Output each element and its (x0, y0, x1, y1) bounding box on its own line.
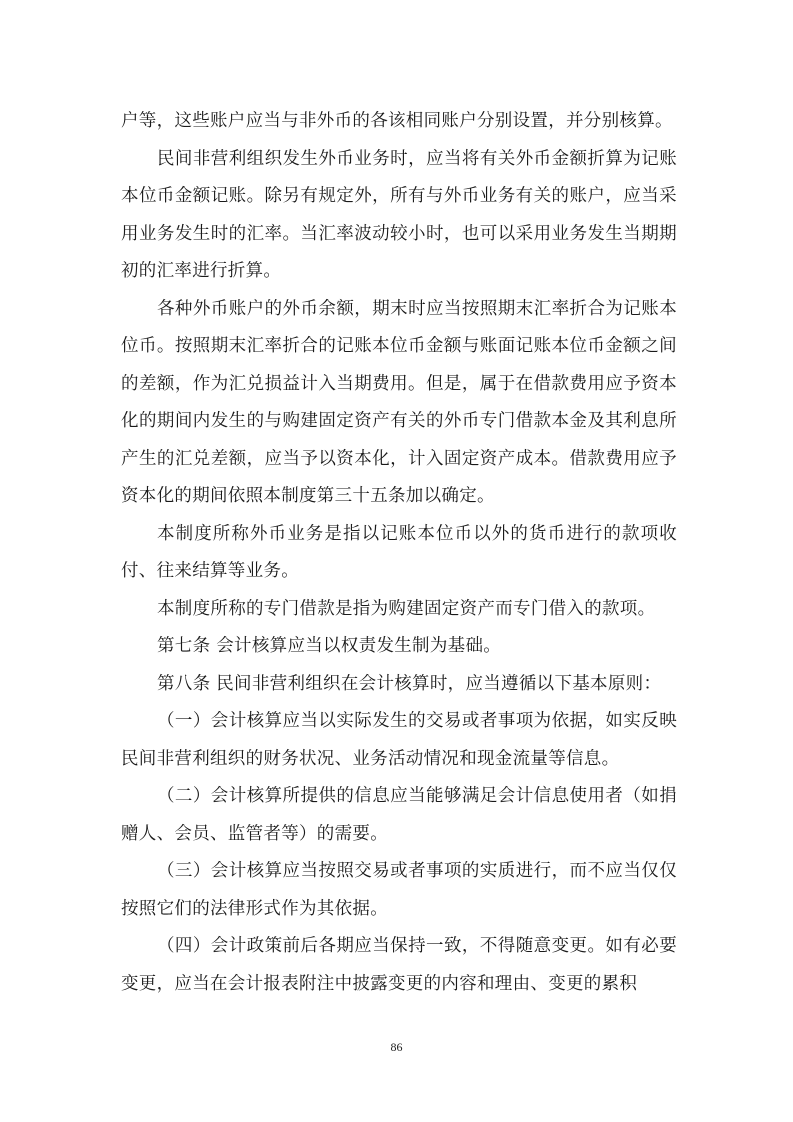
principle-3: （三）会计核算应当按照交易或者事项的实质进行，而不应当仅仅按照它们的法律形式作为其依据。 (121, 861, 677, 919)
paragraph-continuation: 户等，这些账户应当与非外币的各该相同账户分别设置，并分别核算。 (121, 111, 673, 131)
page-number: 86 (390, 1040, 403, 1054)
principle-2: （二）会计核算所提供的信息应当能够满足会计信息使用者（如捐赠人、会员、监管者等）的需要。 (121, 786, 677, 844)
paragraph-foreign-business-definition: 本制度所称外币业务是指以记账本位币以外的货币进行的款项收付、往来结算等业务。 (121, 523, 677, 581)
paragraph-special-loan-definition: 本制度所称的专门借款是指为购建固定资产而专门借入的款项。 (157, 598, 656, 619)
body-text (121, 103, 677, 1003)
article-8: 第八条 民间非营利组织在会计核算时，应当遵循以下基本原则： (157, 673, 662, 694)
article-7: 第七条 会计核算应当以权责发生制为基础。 (157, 636, 502, 656)
paragraph-period-end-balance: 各种外币账户的外币余额，期末时应当按照期末汇率折合为记账本位币。按照期末汇率折合的记账本位币金额与账面记账本位币金额之间的差额，作为汇兑损益计入当期费用。但是，属于在借款费用应予资本化的期间内发生的与购建固定资产有关的外币专门借款本金及其利息所产生的汇兑差额，应当予以资本化，计入固定资产成本。借款费用应予资本化的期间依照本制度第三十五条加以确定。 (121, 298, 677, 506)
principle-4: （四）会计政策前后各期应当保持一致，不得随意变更。如有必要变更，应当在会计报表附注中披露变更的内容和理由、变更的累积 (121, 936, 677, 994)
principle-1: （一）会计核算应当以实际发生的交易或者事项为依据，如实反映民间非营利组织的财务状况、业务活动情况和现金流量等信息。 (121, 711, 677, 769)
paragraph-foreign-currency-conversion: 民间非营利组织发生外币业务时，应当将有关外币金额折算为记账本位币金额记账。除另有规定外，所有与外币业务有关的账户，应当采用业务发生时的汇率。当汇率波动较小时，也可以采用业务发生当期期初的汇率进行折算。 (121, 148, 677, 281)
